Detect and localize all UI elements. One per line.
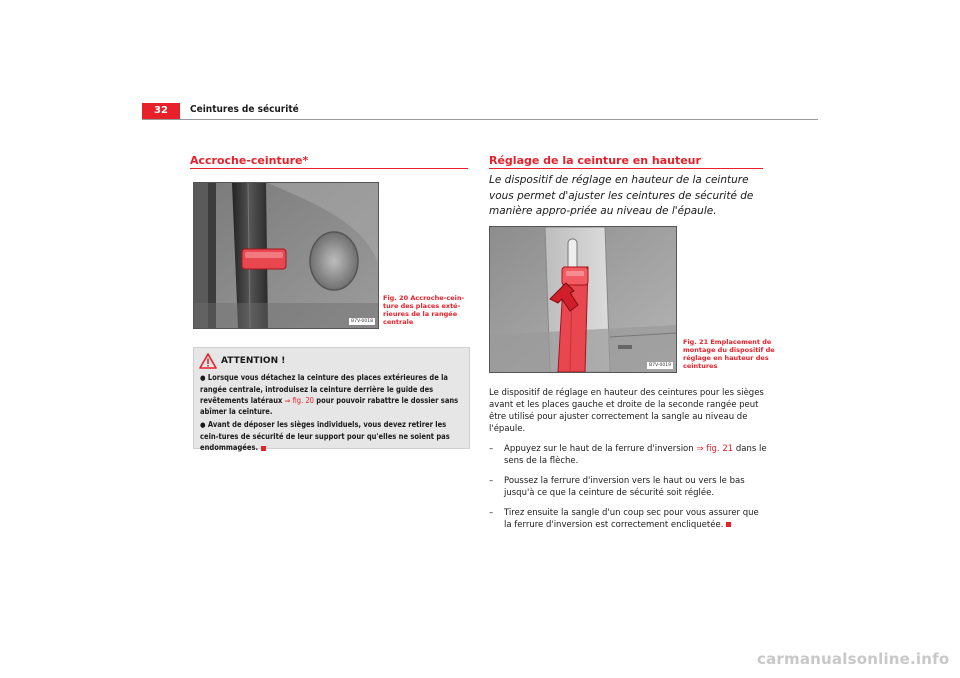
caption-line: Fig. 21 Emplacement de (683, 338, 772, 346)
belt-hook-illustration (194, 183, 378, 328)
caption-line: montage du dispositif de (683, 346, 775, 354)
body-paragraph: Le dispositif de réglage en hauteur des ceintures pour les sièges avant et les places gauche et droite de la seconde rangée peut être utilisé pour ajuster correctement la sangle au niveau de l'épaule. (489, 388, 764, 434)
instruction-step (489, 443, 767, 467)
caption-line: Fig. 20 Accroche-cein- (383, 294, 465, 302)
caption-line: ceintures (683, 362, 718, 370)
warning-item-text: Avant de déposer les sièges individuels, vous devez retirer les cein-tures de sécurité de leur support pour qu'elles ne soient pas endommagées. (200, 420, 450, 452)
warning-triangle-icon (199, 353, 217, 369)
warning-item (200, 419, 463, 453)
figure-code: B7V-0019 (649, 363, 671, 368)
end-square-icon (726, 522, 731, 527)
figure-20-belt-hook (193, 182, 379, 329)
figure-reference-link[interactable]: ⇒ fig. 20 (284, 396, 314, 405)
page-number: 32 (142, 103, 180, 119)
figure-21-caption (683, 338, 775, 370)
figure-20-caption (383, 294, 464, 326)
caption-line: ture des places exté- (383, 302, 461, 310)
watermark: carmanualsonline.info (757, 650, 950, 668)
section-title-reglage: Réglage de la ceinture en hauteur (489, 154, 701, 167)
step-dash: – (489, 476, 494, 486)
step-text: Appuyez sur le haut de la ferrure d'inversion (504, 444, 697, 454)
warning-content (200, 372, 463, 455)
bullet-icon: ● (200, 374, 206, 382)
caption-line: centrale (383, 318, 414, 326)
warning-box (193, 347, 470, 452)
section-divider-left (190, 168, 468, 169)
warning-header (194, 348, 469, 366)
instruction-step (489, 507, 767, 531)
warning-item (200, 372, 463, 417)
caption-line: rieures de la rangée (383, 310, 458, 318)
warning-item-text: pour pouvoir rabattre le dossier sans abîmer la ceinture. (200, 396, 459, 416)
step-dash: – (489, 444, 494, 454)
step-dash: – (489, 508, 494, 518)
header-divider (142, 119, 818, 120)
section-title-accroche: Accroche-ceinture* (190, 154, 309, 167)
bullet-icon: ● (200, 421, 206, 429)
warning-title: ATTENTION ! (221, 356, 286, 366)
height-adjuster-illustration (490, 227, 676, 372)
section-intro: Le dispositif de réglage en hauteur de la ceinture vous permet d'ajuster les ceintures de sécurité de manière appro-priée au niveau de l'épaule. (489, 174, 754, 217)
figure-reference-link[interactable]: ⇒ fig. 21 (696, 444, 734, 454)
figure-21-height-adjuster (489, 226, 677, 373)
step-text: dans le sens de la flèche. (504, 444, 767, 466)
warning-item-text: Lorsque vous détachez la ceinture des places extérieures de la rangée centrale, introduisez la ceinture derrière le guide des revêtements latéraux (200, 373, 448, 405)
step-text: Tirez ensuite la sangle d'un coup sec pour vous assurer que la ferrure d'inversion est correctement encliquetée. (504, 508, 759, 530)
section-body (489, 387, 767, 531)
end-square-icon (261, 446, 266, 451)
step-text: Poussez la ferrure d'inversion vers le haut ou vers le bas jusqu'à ce que la ceinture de sécurité soit réglée. (504, 476, 745, 498)
caption-line: réglage en hauteur des (683, 354, 769, 362)
instruction-step (489, 475, 767, 499)
section-divider-right (489, 168, 763, 169)
running-title: Ceintures de sécurité (190, 104, 299, 115)
figure-code: B7V-0018 (351, 319, 373, 324)
